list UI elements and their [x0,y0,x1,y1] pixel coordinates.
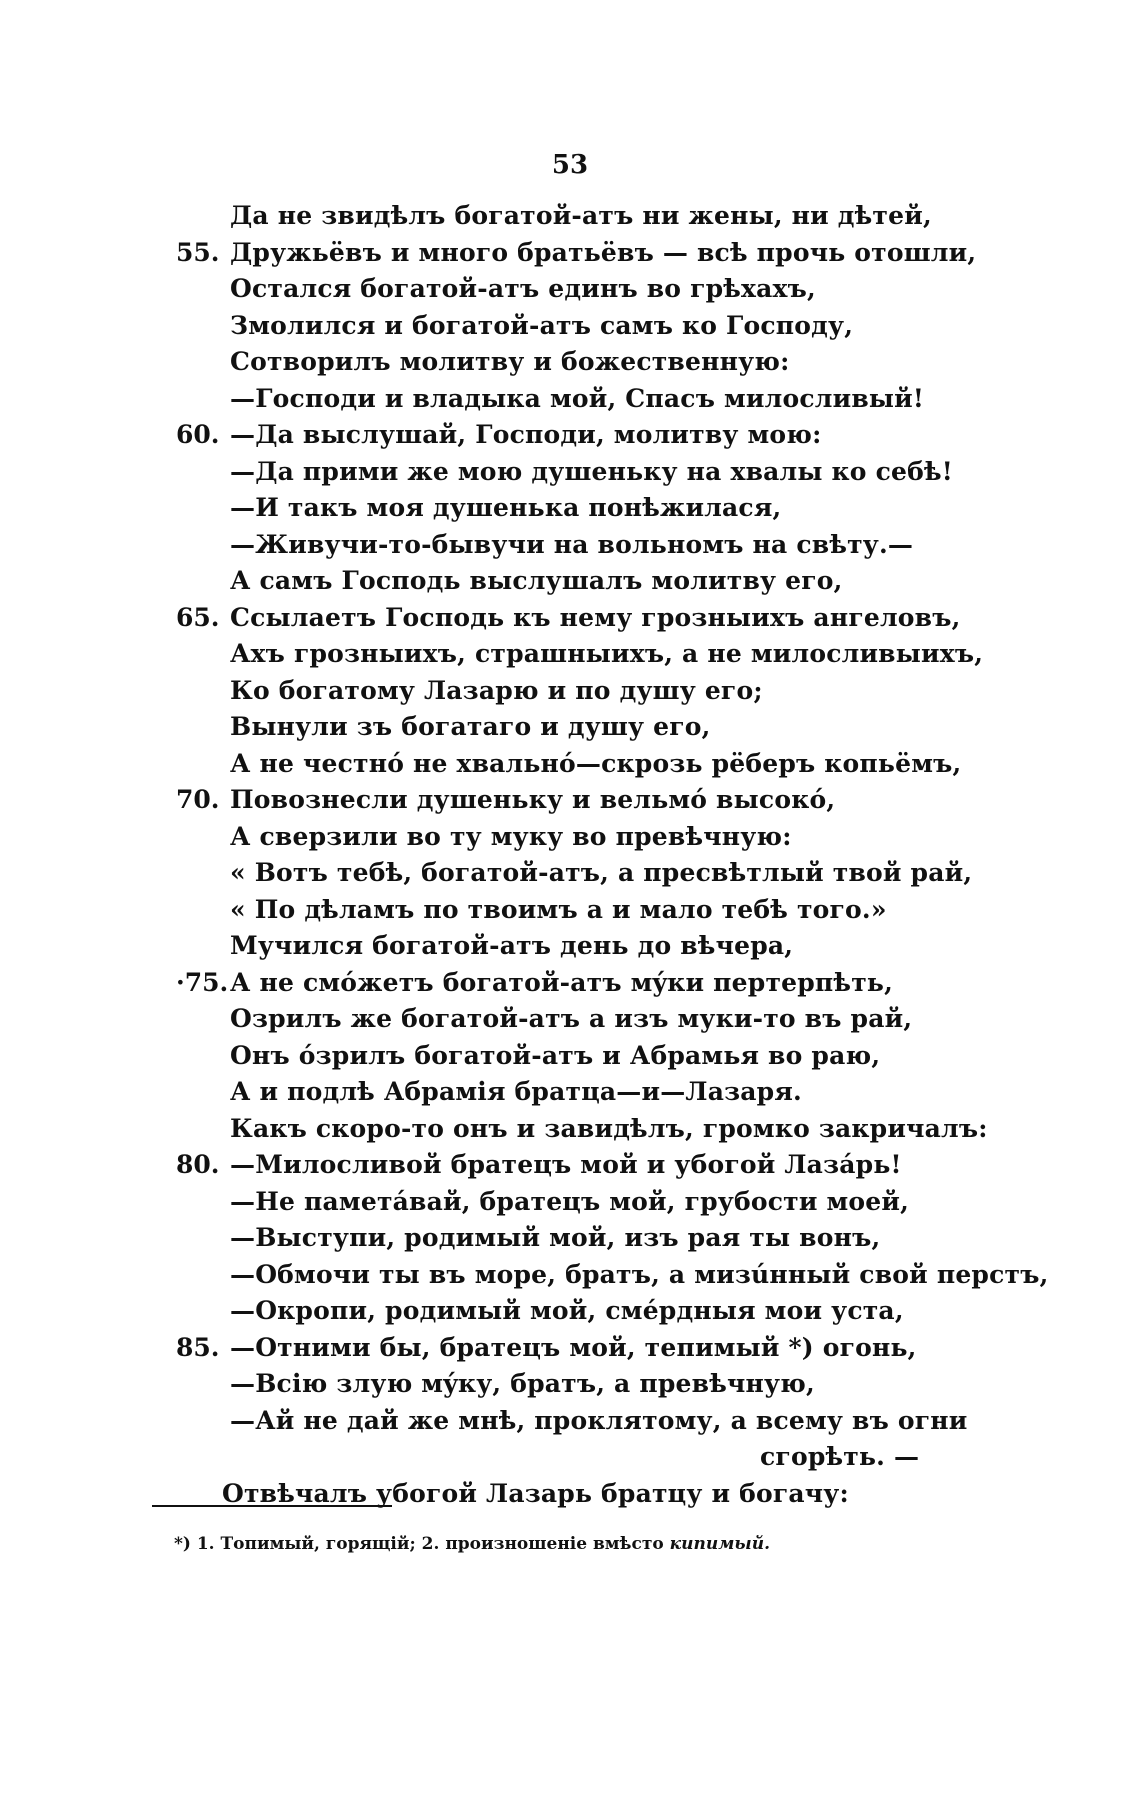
verse-text: —Господи и владыка мой, Спасъ милосливый! [230,383,925,413]
verse-text: —Да выслушай, Господи, молитву мою: [230,420,822,449]
verse-text: Ссылаетъ Господь къ нему грозныихъ ангеловъ, [230,602,961,632]
verse-text: —Ай не дай же мнѣ, проклятому, а всему въ огни [230,1405,968,1435]
verse-line [0,782,1140,819]
verse-line [0,600,1140,637]
verse-line [0,1184,1140,1221]
footnote-text: Топимый, горящій; 2. произношеніе вмѣсто [220,1534,664,1554]
verse-line [0,1111,1140,1148]
verse-number: 85. [176,1332,220,1362]
verse-text: Да не звидѣлъ богатой-атъ ни жены, ни дѣтей, [230,201,932,230]
footnote [174,1534,770,1554]
verse-text: —Живучи-то-бывучи на вольномъ на свѣту.— [230,529,914,559]
verse-text: А не смóжетъ богатой-атъ мýки пертерпѣть, [230,967,893,997]
verse-line [0,636,1140,673]
verse-line [0,454,1140,491]
verse-text: Дружьёвъ и много братьёвъ — всѣ прочь отошли, [230,237,977,267]
verse-line [0,235,1140,272]
verse-line [0,490,1140,527]
verse-text: —Всію злую мýку, братъ, а превѣчную, [230,1369,815,1398]
verse-line [0,1074,1140,1111]
verse-number: 80. [176,1150,220,1179]
verse-text: Отвѣчалъ убогой Лазарь братцу и богачу: [222,1478,849,1508]
verse-line [0,965,1140,1002]
verse-text: сгорѣть. — [760,1442,920,1471]
verse-text: —Отними бы, братецъ мой, тепимый *) огонь, [230,1332,917,1362]
verse-line [0,1403,1140,1440]
verse-line [0,563,1140,600]
verse-line [0,709,1140,746]
verse-text: Ахъ грозныихъ, страшныихъ, а не милосливыихъ, [230,639,984,668]
verse-text: Повознесли душеньку и вельмó высокó, [230,785,836,814]
verse-line [0,855,1140,892]
verse-line [0,892,1140,929]
verse-text: —Выступи, родимый мой, изъ рая ты вонъ, [230,1223,881,1252]
verse-text: Змолился и богатой-атъ самъ ко Господу, [230,310,854,340]
verse-number: 55. [176,237,220,267]
verse-text: —И такъ моя душенька понѣжилася, [230,493,782,522]
verse-line [0,381,1140,418]
verse-text: Какъ скоро-то онъ и завидѣлъ, громко закричалъ: [230,1113,988,1143]
verse-number: 65. [176,602,220,632]
verse-text: —Обмочи ты въ море, братъ, а мизúнный свой перстъ, [230,1259,1049,1289]
verse-line [0,417,1140,454]
verse-text: Озрилъ же богатой-атъ а изъ муки-то въ рай, [230,1004,913,1033]
verse-line [0,928,1140,965]
verse-line [0,746,1140,783]
verse-text: —Окропи, родимый мой, смéрдныя мои уста, [230,1296,904,1325]
verse-line [0,308,1140,345]
verse-line [0,1439,1140,1476]
verse-text: —Милосливой братецъ мой и убогой Лазáрь! [230,1150,902,1179]
verse-line [0,1366,1140,1403]
verse-text: Ко богатому Лазарю и по душу его; [230,675,763,705]
verse-line [0,527,1140,564]
verse-number: 70. [176,785,220,814]
verse-text: Мучился богатой-атъ день до вѣчера, [230,931,794,960]
verse-line [0,1330,1140,1367]
verse-text: « Вотъ тебѣ, богатой-атъ, а пресвѣтлый твой рай, [230,858,973,887]
verse-text: —Да прими же мою душеньку на хвалы ко себѣ! [230,456,953,486]
verse-block [0,198,1140,1512]
verse-text: « По дѣламъ по твоимъ а и мало тебѣ того.» [230,894,887,924]
verse-line [0,198,1140,235]
verse-line [0,1147,1140,1184]
footnote-rule [152,1505,392,1507]
verse-line [0,271,1140,308]
page-number: 53 [551,150,589,180]
verse-line [0,1038,1140,1075]
verse-text: А сверзили во ту муку во превѣчную: [230,821,792,851]
verse-text: —Не паметáвай, братецъ мой, грубости моей, [230,1186,910,1216]
verse-text: А самъ Господь выслушалъ молитву его, [230,566,843,595]
verse-line [0,344,1140,381]
verse-line [0,1220,1140,1257]
verse-text: А не честнó не хвальнó—скрозь рёберъ копьёмъ, [230,748,962,778]
verse-number: ·75. [176,967,229,997]
verse-text: Сотворилъ молитву и божественную: [230,347,790,376]
verse-text: Онъ óзрилъ богатой-атъ и Абрамья во раю, [230,1040,881,1070]
verse-line [0,819,1140,856]
verse-line [0,1257,1140,1294]
verse-line [0,1001,1140,1038]
verse-number: 60. [176,420,220,449]
verse-text: Вынули зъ богатаго и душу его, [230,712,711,741]
footnote-marker: *) 1. [174,1534,215,1554]
verse-line [0,1293,1140,1330]
footnote-emphasis: кипимый. [669,1534,770,1554]
verse-text: Остался богатой-атъ единъ во грѣхахъ, [230,274,816,303]
verse-line [0,673,1140,710]
verse-text: А и подлѣ Абрамія братца—и—Лазаря. [230,1077,802,1106]
